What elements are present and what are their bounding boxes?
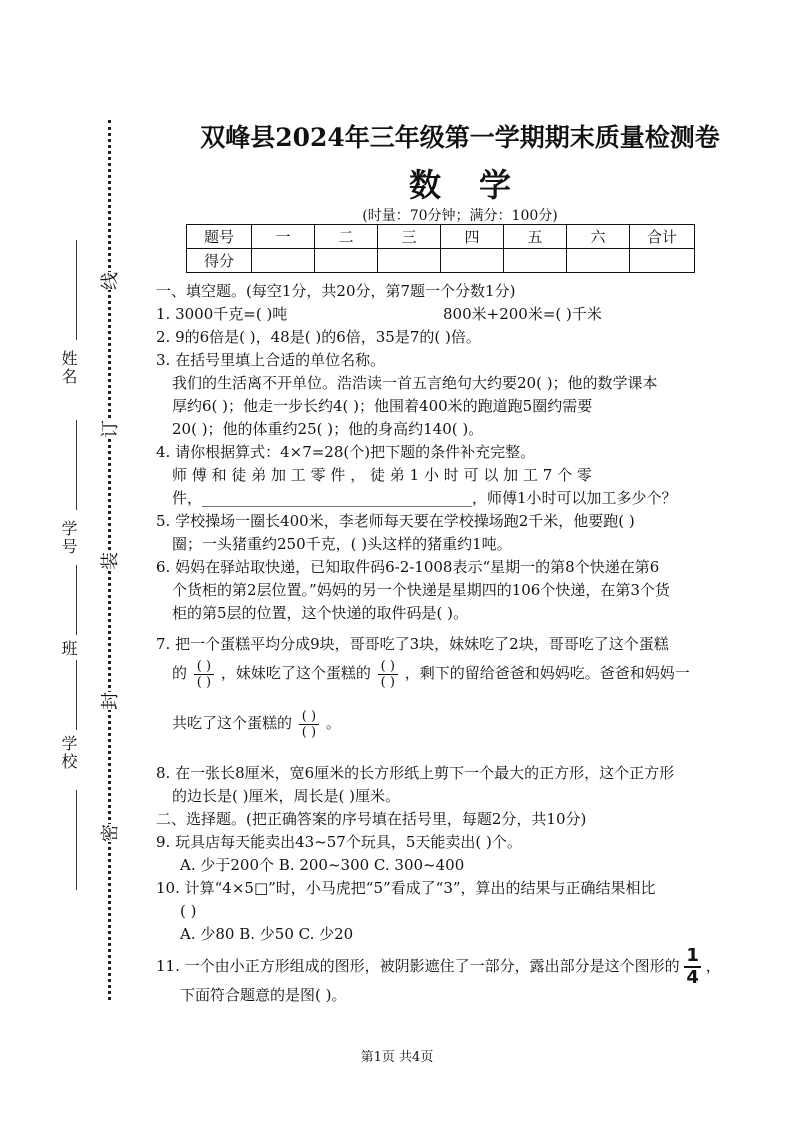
question-6-line2: 个货柜的第2层位置。”妈妈的另一个快递是星期四的106个快递，在第3个货 bbox=[172, 581, 670, 599]
score-table-header-row bbox=[187, 225, 695, 249]
stamp-zhuang: 装 bbox=[96, 552, 122, 570]
score-header-cell: 题号 bbox=[187, 225, 252, 249]
one-quarter-fraction bbox=[684, 946, 701, 988]
question-4-line2: 件，____________________________________，师傅1小时可以加工多少个？ bbox=[172, 489, 677, 507]
stamp-xian: 线 bbox=[96, 272, 122, 290]
q7-text-e: 。 bbox=[325, 714, 341, 732]
page-number: 第1页 共4页 bbox=[360, 1050, 434, 1065]
fraction-denominator[interactable]: ( ) bbox=[301, 724, 317, 740]
question-11-line1 bbox=[156, 944, 721, 988]
score-cell[interactable] bbox=[567, 249, 630, 273]
question-5-line1: 5. 学校操场一圈长400米，李老师每天要在学校操场跑2千米，他要跑( ) bbox=[156, 512, 635, 530]
score-header-cell: 四 bbox=[441, 225, 504, 249]
question-9-options: A. 少于200个 B. 200~300 C. 300~400 bbox=[180, 856, 465, 874]
subject-title: 数学 bbox=[408, 166, 549, 204]
fraction-numerator[interactable]: ( ) bbox=[299, 709, 319, 725]
question-6-line3: 柜的第5层的位置，这个快递的取件码是( )。 bbox=[172, 604, 469, 622]
number-blank[interactable] bbox=[76, 420, 77, 510]
extra-blank[interactable] bbox=[76, 790, 77, 890]
score-cell[interactable] bbox=[315, 249, 378, 273]
question-10-options: A. 少80 B. 少50 C. 少20 bbox=[180, 925, 354, 943]
name-label: 姓名 bbox=[59, 350, 78, 386]
score-cell[interactable] bbox=[378, 249, 441, 273]
q11-comma: ， bbox=[705, 957, 721, 975]
fraction-blank[interactable] bbox=[299, 709, 319, 740]
score-header-cell: 合计 bbox=[630, 225, 695, 249]
exam-title: 双峰县2024年三年级第一学期期末质量检测卷 bbox=[200, 123, 720, 152]
fraction-numerator: 1 bbox=[686, 945, 699, 966]
question-11-line2: 下面符合题意的是图( )。 bbox=[180, 986, 347, 1004]
score-cell[interactable] bbox=[630, 249, 695, 273]
question-1b: 800米+200米=( )千米 bbox=[443, 305, 602, 323]
section1-heading: 一、填空题。(每空1分，共20分，第7题一个分数1分) bbox=[156, 282, 516, 300]
question-7-line1: 7. 把一个蛋糕平均分成9块，哥哥吃了3块，妹妹吃了2块，哥哥吃了这个蛋糕 bbox=[156, 635, 669, 653]
question-10-line1: 10. 计算“4×5□”时，小马虎把“5”看成了“3”，算出的结果与正确结果相比 bbox=[156, 879, 656, 897]
question-3-line2: 厚约6( )；他走一步长约4( )；他围着400米的跑道跑5圈约需要 bbox=[172, 397, 593, 415]
stamp-ding: 订 bbox=[96, 420, 122, 438]
question-3-line1: 我们的生活离不开单位。浩浩读一首五言绝句大约要20( )；他的数学课本 bbox=[172, 374, 658, 392]
fraction-numerator[interactable]: ( ) bbox=[378, 659, 398, 675]
question-3-line3: 20( )；他的体重约25( )；他的身高约140( )。 bbox=[172, 420, 484, 438]
question-3-title: 3. 在括号里填上合适的单位名称。 bbox=[156, 351, 386, 369]
question-10-line2: ( ) bbox=[180, 902, 197, 920]
question-8-line1: 8. 在一张长8厘米，宽6厘米的长方形纸上剪下一个最大的正方形，这个正方形 bbox=[156, 764, 675, 782]
q11-text: 11. 一个由小正方形组成的图形，被阴影遮住了一部分，露出部分是这个图形的 bbox=[156, 957, 680, 975]
question-2: 2. 9的6倍是( )，48是( )的6倍，35是7的( )倍。 bbox=[156, 328, 481, 346]
score-cell[interactable] bbox=[441, 249, 504, 273]
q7-text-a: 的 bbox=[172, 664, 188, 682]
score-row-label: 得分 bbox=[187, 249, 252, 273]
score-header-cell: 三 bbox=[378, 225, 441, 249]
question-4-title: 4. 请你根据算式：4×7=28(个)把下题的条件补充完整。 bbox=[156, 443, 536, 461]
name-blank[interactable] bbox=[76, 240, 77, 340]
school-label: 学校 bbox=[59, 735, 78, 771]
stamp-mi: 密 bbox=[96, 824, 122, 842]
school-blank[interactable] bbox=[76, 660, 77, 730]
fraction-denominator[interactable]: ( ) bbox=[380, 674, 395, 690]
fraction-numerator[interactable]: ( ) bbox=[194, 659, 214, 675]
q7-text-c: ，剩下的留给爸爸和妈妈吃。爸爸和妈妈一 bbox=[404, 664, 690, 682]
question-5-line2: 圈；一头猪重约250千克，( )头这样的猪重约1吨。 bbox=[172, 535, 512, 553]
fraction-denominator: 4 bbox=[686, 967, 699, 988]
question-6-line1: 6. 妈妈在驿站取快递，已知取件码6-2-1008表示“星期一的第8个快递在第6 bbox=[156, 558, 660, 576]
score-table-score-row bbox=[187, 249, 695, 273]
time-info: (时量：70分钟；满分：100分) bbox=[362, 208, 558, 224]
score-header-cell: 六 bbox=[567, 225, 630, 249]
stamp-feng: 封 bbox=[96, 692, 122, 710]
question-4-line1: 师傅和徒弟加工零件，徒弟1小时可以加工7个零 bbox=[172, 466, 597, 484]
class-blank[interactable] bbox=[76, 565, 77, 635]
fraction-blank[interactable] bbox=[378, 659, 398, 690]
score-cell[interactable] bbox=[504, 249, 567, 273]
section2-heading: 二、选择题。(把正确答案的序号填在括号里，每题2分，共10分) bbox=[156, 810, 587, 828]
q7-text-d: 共吃了这个蛋糕的 bbox=[172, 714, 293, 732]
question-8-line2: 的边长是( )厘米，周长是( )厘米。 bbox=[172, 787, 400, 805]
question-1a: 1. 3000千克=( )吨 bbox=[156, 305, 288, 323]
score-header-cell: 二 bbox=[315, 225, 378, 249]
fraction-blank[interactable] bbox=[194, 659, 214, 690]
score-header-cell: 五 bbox=[504, 225, 567, 249]
fraction-denominator[interactable]: ( ) bbox=[196, 674, 212, 690]
question-7-line3 bbox=[172, 690, 341, 756]
score-cell[interactable] bbox=[252, 249, 315, 273]
q7-text-b: ，妹妹吃了这个蛋糕的 bbox=[220, 664, 371, 682]
score-header-cell: 一 bbox=[252, 225, 315, 249]
score-table bbox=[186, 224, 695, 273]
question-9: 9. 玩具店每天能卖出43~57个玩具，5天能卖出( )个。 bbox=[156, 833, 522, 851]
class-label: 班 bbox=[59, 640, 78, 658]
number-label: 学号 bbox=[59, 520, 78, 556]
